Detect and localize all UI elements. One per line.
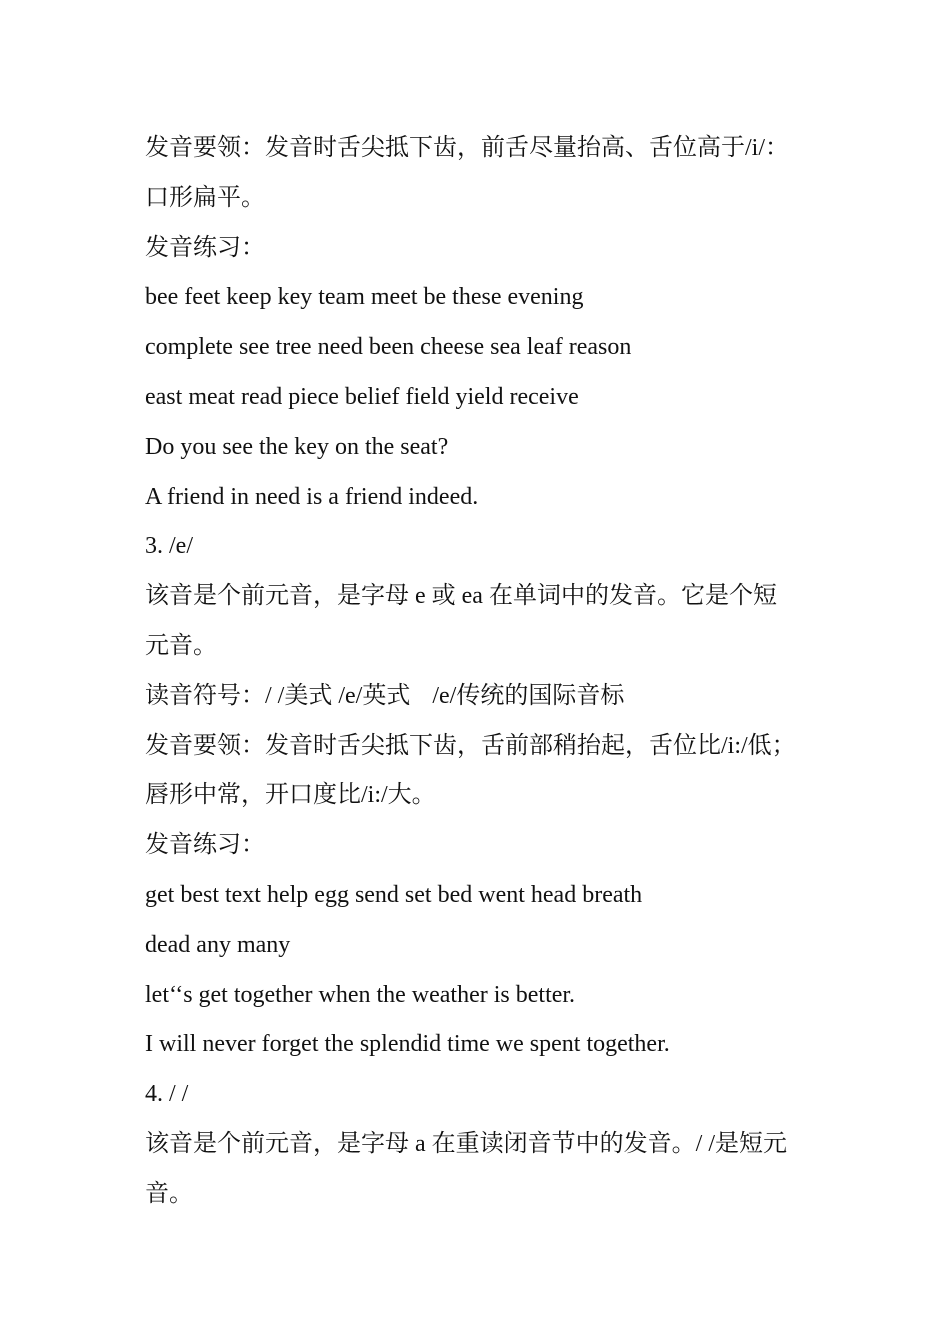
- text-line: 该音是个前元音，是字母 a 在重读闭音节中的发音。/ /是短元: [145, 1130, 787, 1157]
- text-line: 发音练习：: [145, 832, 265, 859]
- text-line: bee feet keep key team meet be these evening: [145, 284, 584, 311]
- text-line: 音。: [145, 1180, 193, 1207]
- text-line: get best text help egg send set bed went head breath: [145, 881, 643, 908]
- section-heading: 3. /e/: [145, 533, 193, 560]
- text-line: dead any many: [145, 931, 291, 958]
- text-line: 唇形中常，开口度比/i:/大。: [145, 782, 436, 809]
- text-line: let‘‘s get together when the weather is better.: [145, 981, 576, 1008]
- phonetic-symbol-line: [145, 672, 815, 722]
- text-line: 发音要领：发音时舌尖抵下齿，舌前部稍抬起，舌位比/i:/低；: [145, 732, 796, 759]
- text-line: 发音练习：: [145, 234, 265, 261]
- text-line: 该音是个前元音，是字母 e 或 ea 在单词中的发音。它是个短: [145, 583, 777, 610]
- section-heading: 4. / /: [145, 1081, 189, 1108]
- text-line: 元音。: [145, 632, 217, 659]
- text-line: 发音要领：发音时舌尖抵下齿，前舌尽量抬高、舌位高于/i/：: [145, 135, 790, 161]
- text-line: east meat read piece belief field yield receive: [145, 383, 579, 410]
- text-line: I will never forget the splendid time we spent together.: [145, 1031, 670, 1058]
- text-line: Do you see the key on the seat?: [145, 433, 449, 460]
- text-line: A friend in need is a friend indeed.: [145, 483, 479, 510]
- text-line: 口形扁平。: [145, 184, 265, 211]
- text-line: complete see tree need been cheese sea leaf reason: [145, 334, 632, 361]
- document-body: [145, 124, 815, 1220]
- phonetic-symbol-part: 读音符号：/ /美式 /e/英式: [145, 682, 411, 709]
- phonetic-symbol-part: /e/传统的国际音标: [432, 682, 625, 709]
